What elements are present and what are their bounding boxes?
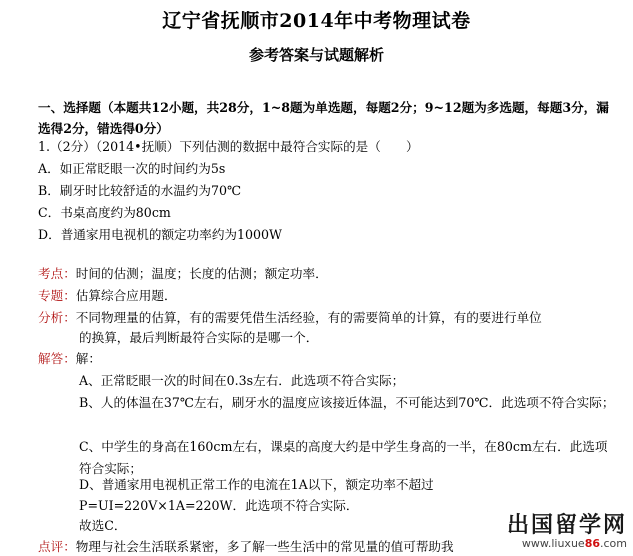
jieda-c: C、中学生的身高在160cm左右，课桌的高度大约是中学生身高的一半，在80cm左右．此选项符合实际； bbox=[79, 439, 608, 476]
jieda-a: A、正常眨眼一次的时间在0.3s左右．此选项不符合实际； bbox=[79, 373, 405, 388]
zhuanti-row bbox=[38, 287, 177, 305]
kaodian-row bbox=[38, 265, 328, 283]
fenxi-label: 分析： bbox=[38, 310, 76, 325]
option-c: C．书桌高度约为80cm bbox=[38, 205, 171, 220]
option-a: A．如正常眨眼一次的时间约为5s bbox=[38, 161, 226, 176]
section-header: 一、选择题（本题共12小题，共28分，1~8题为单选题，每题2分；9~12题为多选题，每题3分，漏选得2分，错选得0分） bbox=[38, 100, 609, 136]
document-subtitle: 参考答案与试题解析 bbox=[248, 46, 384, 64]
jieda-end: 故选C． bbox=[79, 518, 127, 533]
jieda-d2: P=UI=220V×1A=220W．此选项不符合实际． bbox=[79, 498, 359, 513]
jieda-row bbox=[38, 350, 101, 368]
watermark bbox=[507, 515, 627, 550]
kaodian-text: 时间的估测；温度；长度的估测；额定功率． bbox=[75, 266, 328, 281]
jieda-b: B、人的体温在37℃左右，刷牙水的温度应该接近体温，不可能达到70℃．此选项不符合实际； bbox=[79, 395, 615, 410]
fenxi-row bbox=[38, 309, 542, 327]
watermark-url: www.liuxue86.com bbox=[521, 537, 627, 550]
zhuanti-label: 专题： bbox=[38, 288, 76, 303]
fenxi-line2: 的换算，最后判断最符合实际的是哪一个． bbox=[79, 330, 319, 345]
zhuanti-text: 估算综合应用题． bbox=[75, 288, 177, 303]
watermark-text: 出国留学网 bbox=[506, 513, 627, 538]
jieda-intro: 解： bbox=[75, 351, 101, 366]
question-stem: 1.（2分）（2014•抚顺）下列估测的数据中最符合实际的是（ ） bbox=[38, 139, 419, 154]
dianping-label: 点评： bbox=[38, 539, 76, 554]
option-d: D．普通家用电视机的额定功率约为1000W bbox=[38, 227, 282, 242]
dianping-row bbox=[38, 538, 454, 556]
dianping-text: 物理与社会生活联系紧密，多了解一些生活中的常见量的值可帮助我 bbox=[75, 539, 454, 554]
document-title: 辽宁省抚顺市2014年中考物理试卷 bbox=[162, 10, 471, 32]
jieda-label: 解答： bbox=[38, 351, 76, 366]
jieda-d1: D、普通家用电视机正常工作的电流在1A以下，额定功率不超过 bbox=[79, 477, 434, 492]
kaodian-label: 考点： bbox=[38, 266, 76, 281]
option-b: B．刷牙时比较舒适的水温约为70℃ bbox=[38, 183, 242, 198]
fenxi-line1: 不同物理量的估算，有的需要凭借生活经验，有的需要简单的计算，有的要进行单位 bbox=[75, 310, 542, 325]
